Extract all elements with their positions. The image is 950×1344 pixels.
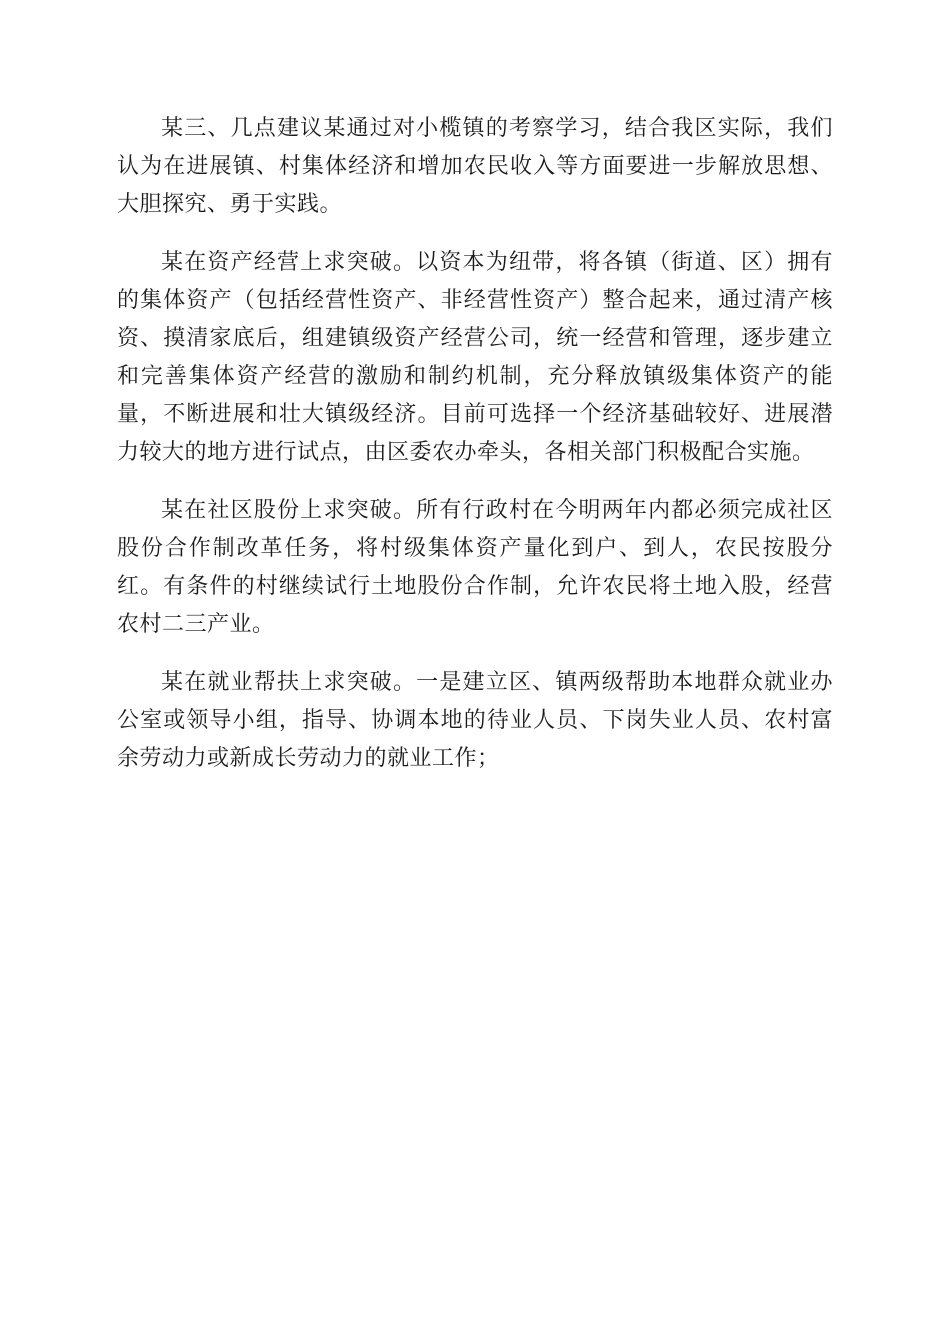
document-body xyxy=(117,110,833,798)
paragraph-suggestions-intro: 某三、几点建议某通过对小榄镇的考察学习，结合我区实际，我们认为在进展镇、村集体经济和增加农民收入等方面要进一步解放思想、大胆探究、勇于实践。 xyxy=(117,116,833,217)
paragraph-employment-support: 某在就业帮扶上求突破。一是建立区、镇两级帮助本地群众就业办公室或领导小组，指导、协调本地的待业人员、下岗失业人员、农村富余劳动力或新成长劳动力的就业工作； xyxy=(117,670,833,771)
paragraph-asset-management: 某在资产经营上求突破。以资本为纽带，将各镇（街道、区）拥有的集体资产（包括经营性资产、非经营性资产）整合起来，通过清产核资、摸清家底后，组建镇级资产经营公司，统一经营和管理，逐步建立和完善集体资产经营的激励和制约机制，充分释放镇级集体资产的能量，不断进展和壮大镇级经济。目前可选择一个经济基础较好、进展潜力较大的地方进行试点，由区委农办牵头，各相关部门积极配合实施。 xyxy=(117,250,833,465)
paragraph-community-shares: 某在社区股份上求突破。所有行政村在今明两年内都必须完成社区股份合作制改革任务，将村级集体资产量化到户、到人，农民按股分红。有条件的村继续试行土地股份合作制，允许农民将土地入股，经营农村二三产业。 xyxy=(117,498,833,637)
